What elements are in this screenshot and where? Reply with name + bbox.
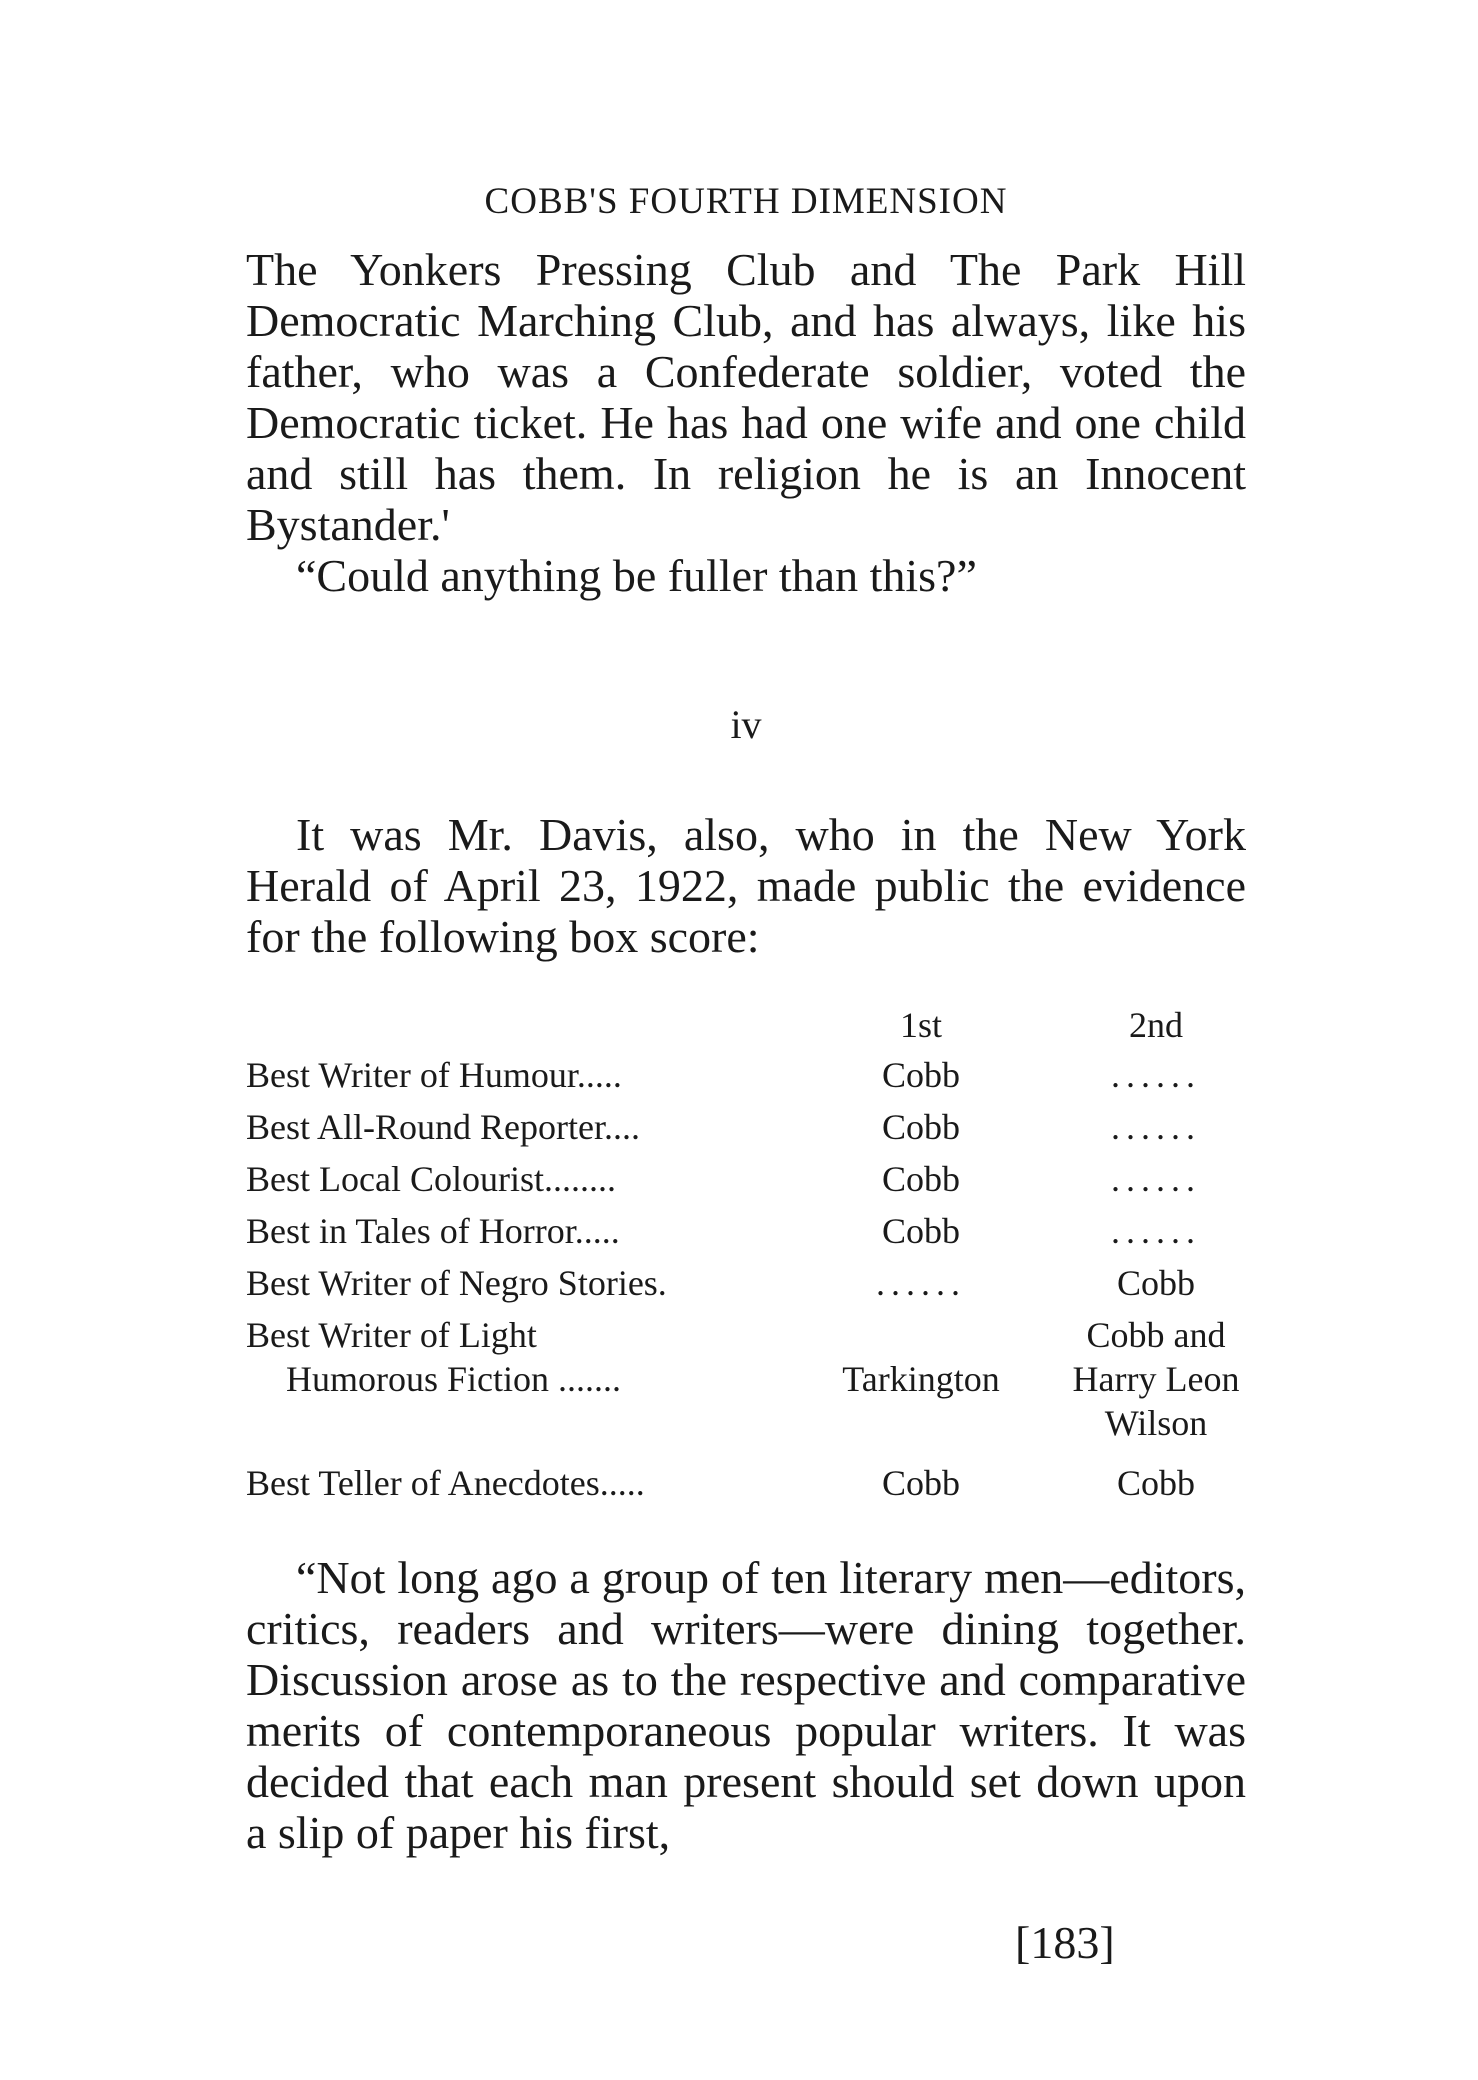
row-first: Cobb: [881, 1211, 960, 1252]
table-row: [246, 1260, 1246, 1312]
row-first: Cobb: [881, 1107, 960, 1148]
section-number: iv: [730, 702, 762, 748]
row-label-line-1: Best Writer of Light: [246, 1315, 537, 1356]
box-score-table: [246, 1002, 1246, 1512]
column-header-second: 2nd: [1129, 1005, 1183, 1046]
table-row: [246, 1104, 1246, 1156]
row-second-line-2: Harry Leon: [1072, 1359, 1240, 1400]
row-label: Best Teller of Anecdotes.....: [246, 1463, 645, 1504]
row-second-line-1: Cobb and: [1086, 1315, 1226, 1356]
row-first: ......: [876, 1263, 966, 1304]
row-second: Cobb: [1116, 1463, 1195, 1504]
book-page: [246, 180, 1246, 1858]
row-first: Cobb: [881, 1055, 960, 1096]
row-label: Best Local Colourist........: [246, 1159, 616, 1200]
table-row: [246, 1312, 1246, 1460]
paragraph-davis-intro: It was Mr. Davis, also, who in the New York Herald of April 23, 1922, made public the evidence for the following box score:: [246, 809, 1246, 963]
row-label: Best Writer of Negro Stories.: [246, 1263, 667, 1304]
running-head: COBB'S FOURTH DIMENSION: [484, 181, 1008, 222]
table-row: [246, 1460, 1246, 1512]
table-row: [246, 1208, 1246, 1260]
table-row: [246, 1052, 1246, 1104]
table-row: [246, 1156, 1246, 1208]
row-first: Cobb: [881, 1463, 960, 1504]
row-first: Tarkington: [842, 1359, 1000, 1400]
row-label: Best in Tales of Horror.....: [246, 1211, 620, 1252]
row-label-line-2: Humorous Fiction .......: [286, 1359, 622, 1400]
row-second: ......: [1111, 1055, 1201, 1096]
row-label: Best All-Round Reporter....: [246, 1107, 640, 1148]
box-score-header: [246, 1002, 1246, 1052]
row-second: ......: [1111, 1211, 1201, 1252]
row-label: Best Writer of Humour.....: [246, 1055, 622, 1096]
row-first: Cobb: [881, 1159, 960, 1200]
page-number: [183]: [1015, 1917, 1115, 1968]
paragraph-quote-question: “Could anything be fuller than this?”: [296, 550, 977, 602]
paragraph-literary-men: “Not long ago a group of ten literary men—editors, critics, readers and writers—were dining together. Discussion arose as to the respective and comparative merits of contemporaneous popular writers. It was decided that each man present should set down upon a slip of paper his first,: [246, 1552, 1246, 1859]
row-second: Cobb: [1116, 1263, 1195, 1304]
row-second-line-3: Wilson: [1104, 1403, 1208, 1444]
row-second: ......: [1111, 1159, 1201, 1200]
column-header-first: 1st: [899, 1005, 942, 1046]
paragraph-continuation: The Yonkers Pressing Club and The Park Hill Democratic Marching Club, and has always, like his father, who was a Confederate soldier, voted the Democratic ticket. He has had one wife and one child and still has them. In religion he is an Innocent Bystander.': [246, 244, 1246, 551]
row-second: ......: [1111, 1107, 1201, 1148]
